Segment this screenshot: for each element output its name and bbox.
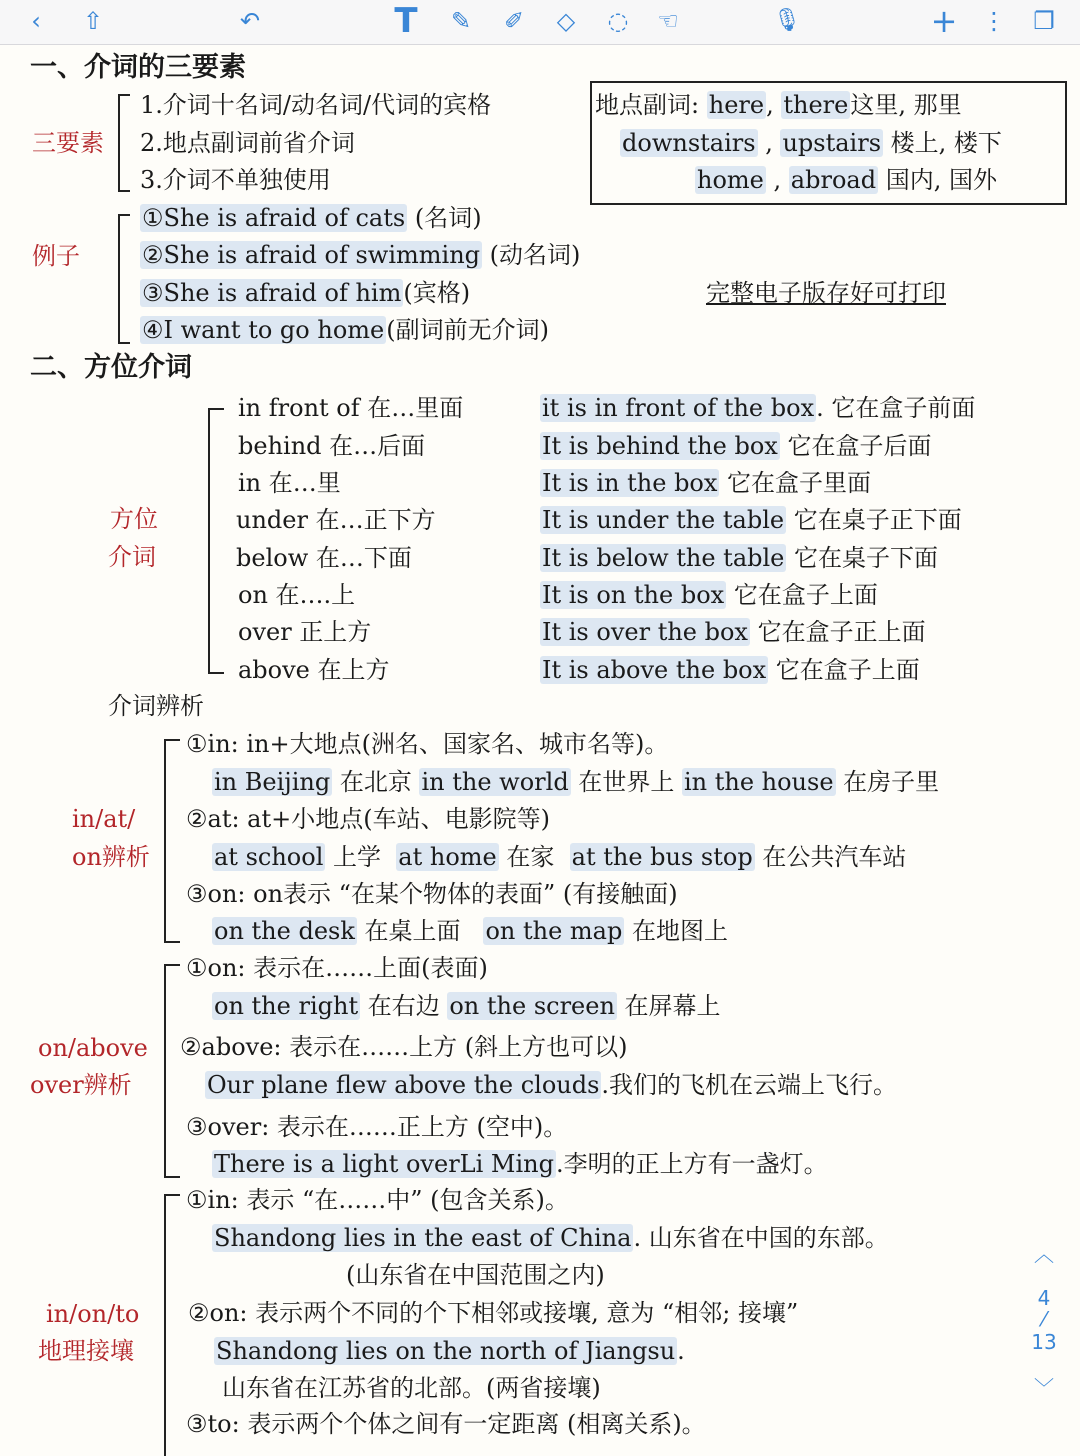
share-icon[interactable]: ⇧ bbox=[82, 7, 104, 35]
example-phrase: at the bus stop bbox=[571, 843, 753, 871]
word-upstairs: upstairs bbox=[782, 129, 882, 157]
print-note: 完整电子版存好可打印 bbox=[706, 279, 946, 307]
rule-2: 2.地点副词前省介词 bbox=[140, 129, 355, 157]
page-total: 13 bbox=[1031, 1330, 1057, 1354]
heading-2: 二、方位介词 bbox=[30, 352, 192, 383]
label-three-elements: 三要素 bbox=[32, 129, 104, 157]
lasso-icon[interactable]: ◌ bbox=[607, 7, 629, 35]
geo-in-rule: ①in: 表示 “在……中” (包含关系)。 bbox=[186, 1186, 569, 1214]
on-rule: ③on: on表示 “在某个物体的表面” (有接触面) bbox=[186, 880, 678, 908]
above-example bbox=[205, 1069, 897, 1101]
translation: 它在盒子上面 bbox=[726, 581, 878, 609]
sentence-above bbox=[540, 654, 920, 686]
punctuation: . bbox=[677, 1337, 685, 1365]
note-page bbox=[0, 44, 1080, 1440]
box-line-2 bbox=[620, 127, 1002, 159]
prep-above: above 在上方 bbox=[238, 656, 390, 684]
prep-in: in 在…里 bbox=[238, 469, 341, 497]
prep-below: below 在…下面 bbox=[236, 544, 412, 572]
page-separator: ⁄ bbox=[1042, 1307, 1046, 1331]
example-phrase: on the right bbox=[214, 992, 359, 1020]
example-note: (副词前无介词) bbox=[386, 316, 549, 344]
example-sentence: It is behind the box bbox=[542, 432, 778, 460]
translation: 它在桌子下面 bbox=[786, 544, 939, 572]
translation: 在右边 bbox=[360, 992, 448, 1020]
text-tool-icon[interactable]: T bbox=[394, 1, 418, 41]
page-current: 4 bbox=[1037, 1286, 1051, 1310]
on-surface-examples bbox=[212, 990, 721, 1022]
label-geo-2: 地理接壤 bbox=[38, 1337, 134, 1365]
comma: , bbox=[765, 129, 773, 157]
translation: 在公共汽车站 bbox=[754, 843, 907, 871]
example-sentence: It is on the box bbox=[542, 581, 725, 609]
label-on-above-1: on/above bbox=[38, 1034, 148, 1062]
label-position-1: 方位 bbox=[110, 505, 158, 533]
example-phrase: in the house bbox=[683, 768, 834, 796]
geo-on-example bbox=[214, 1335, 685, 1367]
translation: 它在盒子上面 bbox=[768, 656, 920, 684]
meaning: 这里, 那里 bbox=[850, 91, 962, 119]
label-geo-1: in/on/to bbox=[46, 1300, 140, 1328]
example-phrase: in the world bbox=[421, 768, 569, 796]
geo-to-rule: ③to: 表示两个个体之间有一定距离 (相离关系)。 bbox=[186, 1410, 706, 1438]
rule-1: 1.介词十名词/动名词/代词的宾格 bbox=[140, 91, 492, 119]
translation: 在房子里 bbox=[835, 768, 940, 796]
adverb-label: 地点副词: bbox=[595, 91, 700, 119]
geo-on-note: 山东省在江苏省的北部。(两省接壤) bbox=[222, 1374, 601, 1402]
brace bbox=[164, 1194, 180, 1456]
meaning: 国内, 国外 bbox=[885, 166, 997, 194]
translation: 在桌上面 bbox=[356, 917, 469, 945]
translation: . 山东省在中国的东部。 bbox=[633, 1224, 889, 1252]
word-here: here bbox=[708, 91, 765, 119]
label-in-at-on-1: in/at/ bbox=[72, 805, 136, 833]
example-phrase: in Beijing bbox=[214, 768, 331, 796]
in-examples bbox=[212, 766, 939, 798]
on-examples bbox=[212, 915, 728, 947]
sentence-behind bbox=[540, 430, 931, 462]
translation: .李明的正上方有一盏灯。 bbox=[555, 1150, 828, 1178]
sentence-over bbox=[540, 616, 926, 648]
word-abroad: abroad bbox=[790, 166, 877, 194]
brace bbox=[208, 408, 224, 674]
example-sentence: It is below the table bbox=[542, 544, 785, 572]
example-sentence: There is a light overLi Ming bbox=[214, 1150, 554, 1178]
toolbar bbox=[0, 0, 1080, 45]
example-sentence: It is above the box bbox=[542, 656, 767, 684]
sentence-under bbox=[540, 504, 962, 536]
heading-1: 一、介词的三要素 bbox=[30, 52, 246, 83]
translation: 它在盒子里面 bbox=[719, 469, 872, 497]
meaning: 楼上, 楼下 bbox=[890, 129, 1002, 157]
highlighter-icon[interactable]: ✐ bbox=[503, 7, 525, 35]
at-examples bbox=[212, 841, 906, 873]
example-sentence: it is in front of the box bbox=[542, 394, 815, 422]
word-home: home bbox=[697, 166, 764, 194]
brace bbox=[164, 964, 180, 1178]
example-sentence: It is over the box bbox=[542, 618, 748, 646]
hand-icon[interactable]: ☜ bbox=[657, 7, 679, 35]
translation: 它在桌子正下面 bbox=[786, 506, 962, 534]
translation: 它在盒子正上面 bbox=[749, 618, 926, 646]
back-icon[interactable]: ‹ bbox=[31, 7, 41, 35]
comma: , bbox=[766, 91, 774, 119]
example-2 bbox=[140, 239, 580, 271]
translation: 在屏幕上 bbox=[616, 992, 721, 1020]
pencil-icon[interactable]: ✎ bbox=[450, 7, 472, 35]
example-3 bbox=[140, 277, 470, 309]
sentence-below bbox=[540, 542, 938, 574]
geo-in-example bbox=[212, 1222, 889, 1254]
example-sentence: Our plane flew above the clouds bbox=[207, 1071, 600, 1099]
sentence-on bbox=[540, 579, 878, 611]
example-sentence: Shandong lies on the north of Jiangsu bbox=[216, 1337, 676, 1365]
page-up-icon[interactable]: ︿ bbox=[1034, 1242, 1054, 1266]
example-sentence: It is under the table bbox=[542, 506, 785, 534]
translation: . 它在盒子前面 bbox=[816, 394, 976, 422]
geo-on-rule: ②on: 表示两个不同的个下相邻或接壤, 意为 “相邻; 接壤” bbox=[188, 1299, 799, 1327]
pages-icon[interactable]: ❐ bbox=[1033, 7, 1055, 35]
example-sentence: ①She is afraid of cats bbox=[142, 204, 406, 232]
prep-on: on 在….上 bbox=[238, 581, 356, 609]
prep-under: under 在…正下方 bbox=[236, 506, 436, 534]
on-surface-rule: ①on: 表示在……上面(表面) bbox=[186, 954, 488, 982]
example-note: (名词) bbox=[414, 204, 482, 232]
label-position-2: 介词 bbox=[108, 543, 156, 571]
add-icon[interactable]: + bbox=[930, 2, 958, 40]
example-sentence: ②She is afraid of swimming bbox=[142, 241, 481, 269]
sentence-in bbox=[540, 467, 871, 499]
translation: 在北京 bbox=[332, 768, 420, 796]
sentence-in-front-of bbox=[540, 392, 975, 424]
label-in-at-on-2: on辨析 bbox=[72, 843, 150, 871]
rule-3: 3.介词不单独使用 bbox=[140, 166, 331, 194]
translation: 上学 bbox=[325, 843, 389, 871]
word-downstairs: downstairs bbox=[622, 129, 756, 157]
example-note: (动名词) bbox=[489, 241, 581, 269]
label-on-above-2: over辨析 bbox=[30, 1071, 132, 1099]
box-line-3 bbox=[695, 164, 997, 196]
example-phrase: on the map bbox=[485, 917, 623, 945]
brace bbox=[118, 94, 130, 192]
comma: , bbox=[773, 166, 782, 194]
translation: 它在盒子后面 bbox=[779, 432, 932, 460]
over-rule: ③over: 表示在……正上方 (空中)。 bbox=[186, 1113, 568, 1141]
above-rule: ②above: 表示在……上方 (斜上方也可以) bbox=[180, 1033, 628, 1061]
heading-3: 介词辨析 bbox=[108, 692, 204, 720]
example-note: (宾格) bbox=[403, 279, 471, 307]
example-phrase: on the screen bbox=[449, 992, 615, 1020]
translation: .我们的飞机在云端上飞行。 bbox=[601, 1071, 898, 1099]
microphone-icon[interactable]: 🎙 bbox=[773, 8, 801, 33]
geo-in-note: (山东省在中国范围之内) bbox=[346, 1261, 605, 1289]
example-4 bbox=[140, 314, 549, 346]
label-examples: 例子 bbox=[32, 242, 80, 270]
word-there: there bbox=[783, 91, 849, 119]
prep-over: over 正上方 bbox=[238, 618, 372, 646]
example-phrase: at home bbox=[398, 843, 497, 871]
translation: 在家 bbox=[498, 843, 562, 871]
undo-icon[interactable]: ↶ bbox=[239, 7, 261, 35]
at-rule: ②at: at+小地点(车站、电影院等) bbox=[186, 805, 550, 833]
prep-in-front-of: in front of 在…里面 bbox=[238, 394, 464, 422]
example-sentence: ③She is afraid of him bbox=[142, 279, 402, 307]
translation: 在地图上 bbox=[624, 917, 728, 945]
brace bbox=[118, 214, 130, 344]
in-rule: ①in: in+大地点(洲名、国家名、城市名等)。 bbox=[186, 730, 669, 758]
example-phrase: on the desk bbox=[214, 917, 355, 945]
prep-behind: behind 在…后面 bbox=[238, 432, 426, 460]
eraser-icon[interactable]: ◇ bbox=[556, 7, 576, 35]
example-sentence: ④I want to go home bbox=[142, 316, 385, 344]
translation: 在世界上 bbox=[570, 768, 682, 796]
example-sentence: Shandong lies in the east of China bbox=[214, 1224, 632, 1252]
example-1 bbox=[140, 202, 482, 234]
brace bbox=[164, 739, 180, 943]
page-down-icon[interactable]: ﹀ bbox=[1034, 1376, 1054, 1400]
more-icon[interactable]: ⋮ bbox=[982, 7, 1006, 35]
box-line-1 bbox=[595, 89, 962, 121]
example-sentence: It is in the box bbox=[542, 469, 718, 497]
example-phrase: at school bbox=[214, 843, 324, 871]
over-example bbox=[212, 1148, 828, 1180]
